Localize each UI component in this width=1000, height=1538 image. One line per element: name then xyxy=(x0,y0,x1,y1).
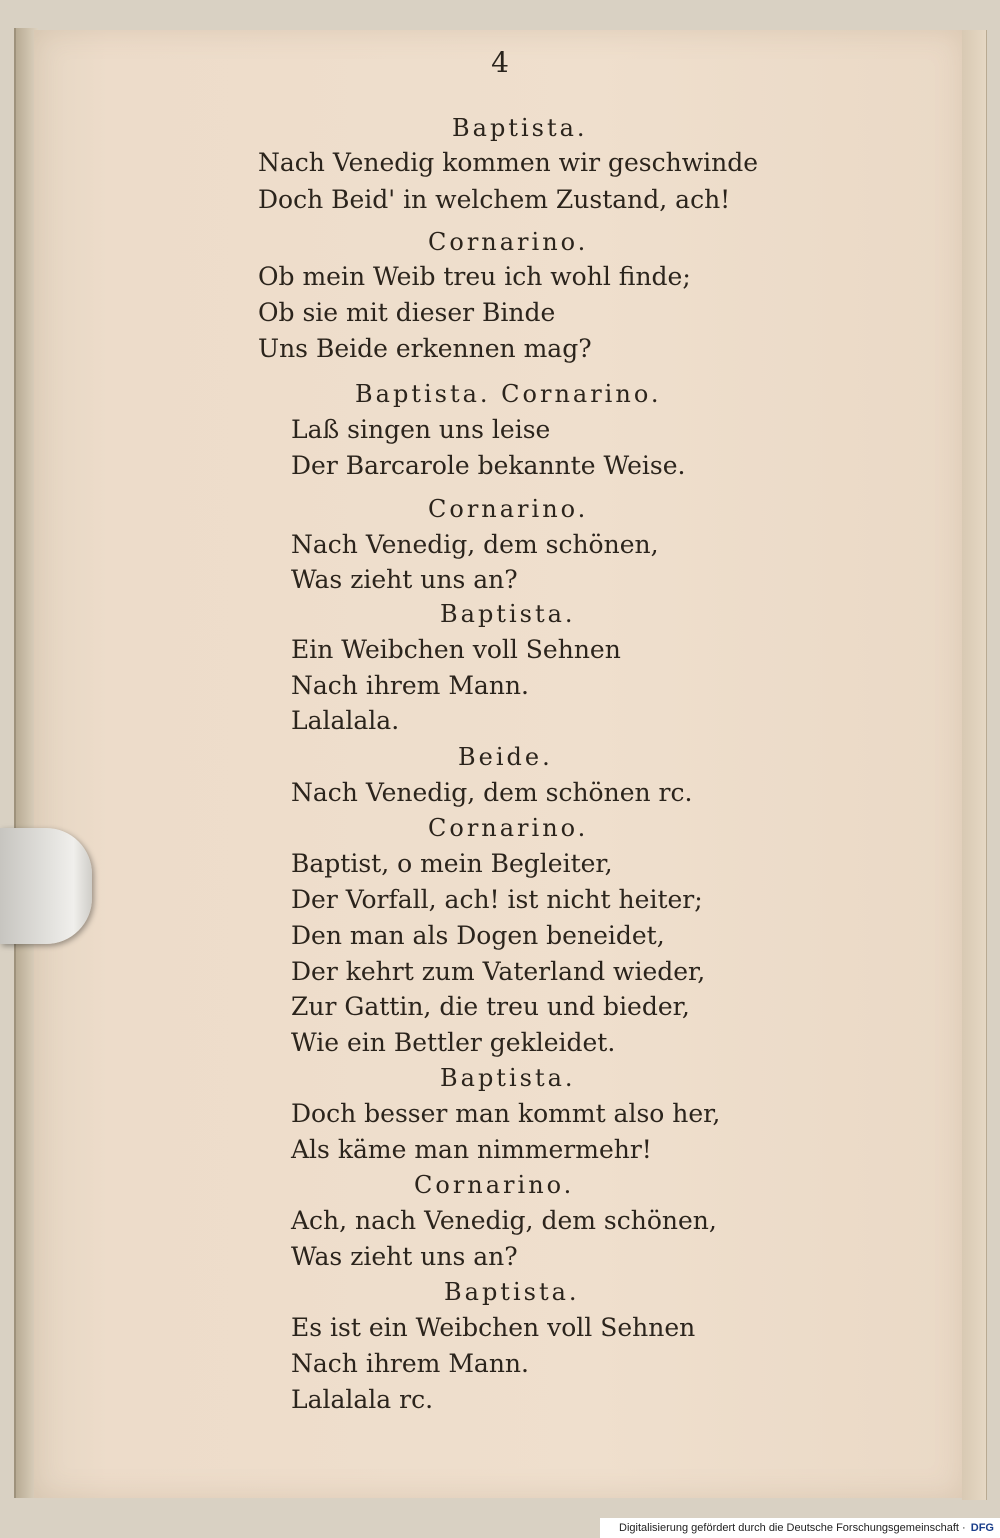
speaker-label: Baptista. xyxy=(452,114,588,142)
verse-line: Lalalala. xyxy=(291,706,400,735)
speaker-label: Cornarino. xyxy=(414,1171,575,1199)
verse-line: Nach Venedig kommen wir geschwinde xyxy=(258,148,758,177)
verse-line: Der kehrt zum Vaterland wieder, xyxy=(291,957,706,986)
speaker-label: Baptista. xyxy=(440,1064,576,1092)
verse-line: Lalalala rc. xyxy=(291,1385,434,1414)
page-number: 4 xyxy=(491,46,509,79)
verse-line: Doch Beid' in welchem Zustand, ach! xyxy=(258,185,731,214)
speaker-label: Cornarino. xyxy=(428,228,589,256)
verse-line: Der Vorfall, ach! ist nicht heiter; xyxy=(291,885,703,914)
verse-line: Baptist, o mein Begleiter, xyxy=(291,849,613,878)
verse-line: Als käme man nimmermehr! xyxy=(291,1135,652,1164)
speaker-label: Baptista. Cornarino. xyxy=(355,380,662,408)
verse-line: Nach Venedig, dem schönen, xyxy=(291,530,659,559)
verse-line: Den man als Dogen beneidet, xyxy=(291,921,665,950)
verse-line: Was zieht uns an? xyxy=(291,565,518,594)
verse-line: Es ist ein Weibchen voll Sehnen xyxy=(291,1313,696,1342)
speaker-label: Cornarino. xyxy=(428,814,589,842)
speaker-label: Baptista. xyxy=(444,1278,580,1306)
verse-line: Laß singen uns leise xyxy=(291,415,551,444)
verse-line: Ob sie mit dieser Binde xyxy=(258,298,556,327)
digitization-credit-bar xyxy=(600,1518,1000,1538)
dfg-logo: DFG xyxy=(970,1522,994,1534)
verse-line: Wie ein Bettler gekleidet. xyxy=(291,1028,616,1057)
speaker-label: Baptista. xyxy=(440,600,576,628)
right-page-edge xyxy=(962,30,987,1500)
verse-line: Nach ihrem Mann. xyxy=(291,671,529,700)
verse-line: Nach ihrem Mann. xyxy=(291,1349,529,1378)
verse-line: Doch besser man kommt also her, xyxy=(291,1099,721,1128)
verse-line: Ach, nach Venedig, dem schönen, xyxy=(291,1206,717,1235)
verse-line: Ob mein Weib treu ich wohl finde; xyxy=(258,262,691,291)
page-clip xyxy=(0,828,92,944)
speaker-label: Cornarino. xyxy=(428,495,589,523)
verse-line: Uns Beide erkennen mag? xyxy=(258,334,592,363)
verse-line: Zur Gattin, die treu und bieder, xyxy=(291,992,690,1021)
verse-line: Der Barcarole bekannte Weise. xyxy=(291,451,686,480)
speaker-label: Beide. xyxy=(458,743,553,771)
verse-line: Ein Weibchen voll Sehnen xyxy=(291,635,621,664)
credit-text: Digitalisierung gefördert durch die Deutsche Forschungsgemeinschaft · xyxy=(619,1522,966,1534)
verse-line: Nach Venedig, dem schönen rc. xyxy=(291,778,693,807)
verse-line: Was zieht uns an? xyxy=(291,1242,518,1271)
